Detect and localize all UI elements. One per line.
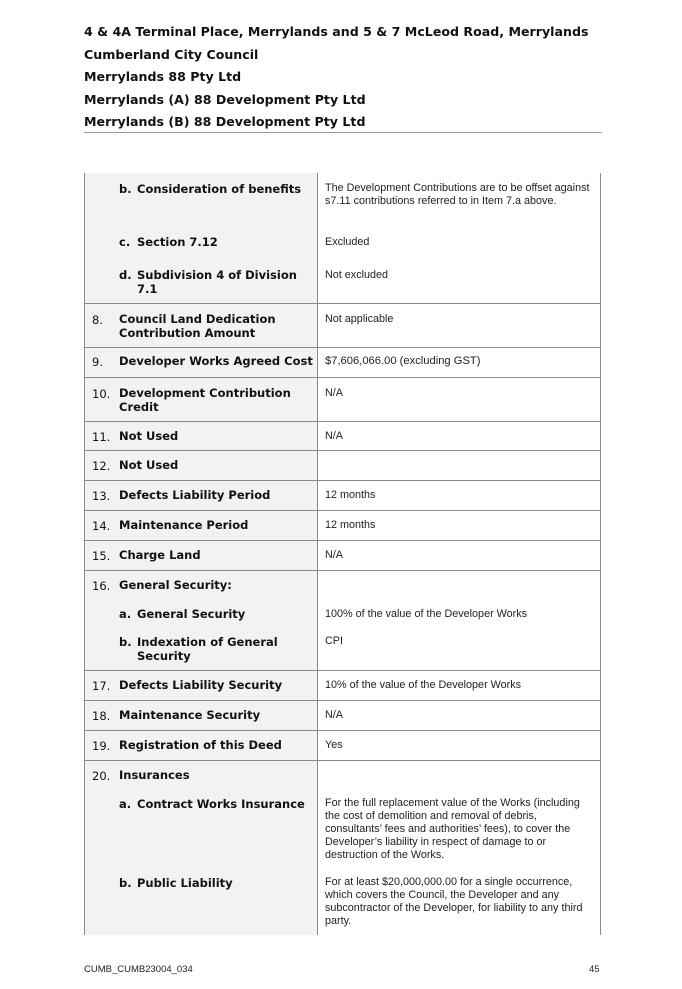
item-label: Insurances — [119, 768, 190, 782]
sub-letter: a. — [119, 607, 132, 621]
item-value: N/A — [325, 549, 343, 561]
table-row — [85, 422, 601, 451]
item-label: Developer Works Agreed Cost — [119, 354, 313, 368]
header-party-1: Merrylands 88 Pty Ltd — [84, 69, 242, 84]
table-row — [85, 671, 601, 701]
table-row — [85, 731, 601, 761]
item-value: 100% of the value of the Developer Works — [325, 608, 528, 620]
item-value: Not applicable — [325, 313, 394, 325]
item-value: Excluded — [325, 236, 370, 248]
header-council-name: Cumberland City Council — [84, 46, 259, 62]
item-value: 10% of the value of the Developer Works — [325, 679, 522, 691]
item-label: Maintenance Security — [119, 708, 261, 722]
table-row — [85, 541, 601, 571]
item-label: Not Used — [119, 458, 179, 472]
item-label: Defects Liability Period — [119, 488, 271, 502]
item-label: Maintenance Period — [119, 518, 249, 532]
header-party-3: Merrylands (B) 88 Development Pty Ltd — [84, 114, 366, 129]
table-row — [85, 701, 601, 731]
item-number: 15. — [92, 549, 111, 563]
item-label: Not Used — [119, 429, 179, 443]
item-label: Council Land Dedication Contribution Amount — [119, 312, 276, 340]
item-number: 16. — [92, 579, 111, 593]
table-row — [85, 304, 601, 348]
item-number: 18. — [92, 709, 111, 723]
sub-letter: b. — [119, 182, 132, 196]
item-label: Consideration of benefits — [137, 182, 302, 196]
table-row — [85, 378, 601, 422]
item-number: 19. — [92, 739, 111, 753]
item-label: Charge Land — [119, 548, 201, 562]
sub-letter: b. — [119, 876, 132, 890]
item-value: 12 months — [325, 519, 376, 531]
item-value: Not excluded — [325, 269, 389, 281]
item-label: Registration of this Deed — [119, 738, 282, 752]
sub-letter: a. — [119, 797, 132, 811]
item-label: Indexation of General Security — [137, 635, 278, 663]
header-party-2: Merrylands (A) 88 Development Pty Ltd — [84, 91, 366, 107]
item-value: The Development Contributions are to be offset against s7.11 contributions referred to in Item 7.a above. — [325, 182, 590, 207]
item-value: For the full replacement value of the Works (including the cost of demolition and removal of debris, consultants’ fees and authorities’ fees), to cover the Developer’s liability in respect of damage to or destruction of the Works. — [325, 797, 580, 861]
item-label: Contract Works Insurance — [137, 797, 305, 811]
item-number: 14. — [92, 519, 111, 533]
item-number: 17. — [92, 679, 111, 693]
item-number: 8. — [92, 313, 103, 327]
footer-document-reference: CUMB_CUMB23004_034 — [84, 964, 193, 975]
item-label: Section 7.12 — [137, 235, 218, 249]
item-label: Development Contribution Credit — [119, 386, 291, 414]
table-row — [85, 481, 601, 511]
item-value: CPI — [325, 635, 343, 647]
item-label: Subdivision 4 of Division 7.1 — [137, 268, 297, 296]
item-label: Public Liability — [137, 876, 233, 890]
item-number: 9. — [92, 355, 103, 369]
item-value: $7,606,066.00 (excluding GST) — [325, 355, 481, 367]
table-row — [85, 511, 601, 541]
item-number: 20. — [92, 769, 111, 783]
item-value: For at least $20,000,000.00 for a single occurrence, which covers the Council, the Developer and any subcontractor of the Developer, for liability to any third party. — [325, 876, 583, 927]
item-label: Defects Liability Security — [119, 678, 283, 692]
table-row — [85, 348, 601, 378]
schedule-table — [84, 173, 601, 935]
item-number: 13. — [92, 489, 111, 503]
sub-letter: c. — [119, 235, 131, 249]
table-row — [85, 761, 601, 936]
header-divider — [84, 132, 602, 133]
item-value: N/A — [325, 709, 343, 721]
sub-letter: b. — [119, 635, 132, 649]
document-header — [84, 21, 602, 134]
item-number: 11. — [92, 430, 111, 444]
item-value: Yes — [325, 739, 343, 751]
table-row — [85, 451, 601, 481]
item-number: 12. — [92, 459, 111, 473]
header-property-address: 4 & 4A Terminal Place, Merrylands and 5 & 7 McLeod Road, Merrylands — [84, 24, 589, 39]
item-value: N/A — [325, 387, 343, 399]
table-row — [85, 571, 601, 671]
footer-page-number: 45 — [589, 964, 600, 975]
item-value: N/A — [325, 430, 343, 442]
item-label: General Security: — [119, 578, 232, 592]
item-label: General Security — [137, 607, 246, 621]
table-row-7-continued — [85, 173, 601, 304]
sub-letter: d. — [119, 268, 132, 282]
item-number: 10. — [92, 387, 111, 401]
item-value: 12 months — [325, 489, 376, 501]
